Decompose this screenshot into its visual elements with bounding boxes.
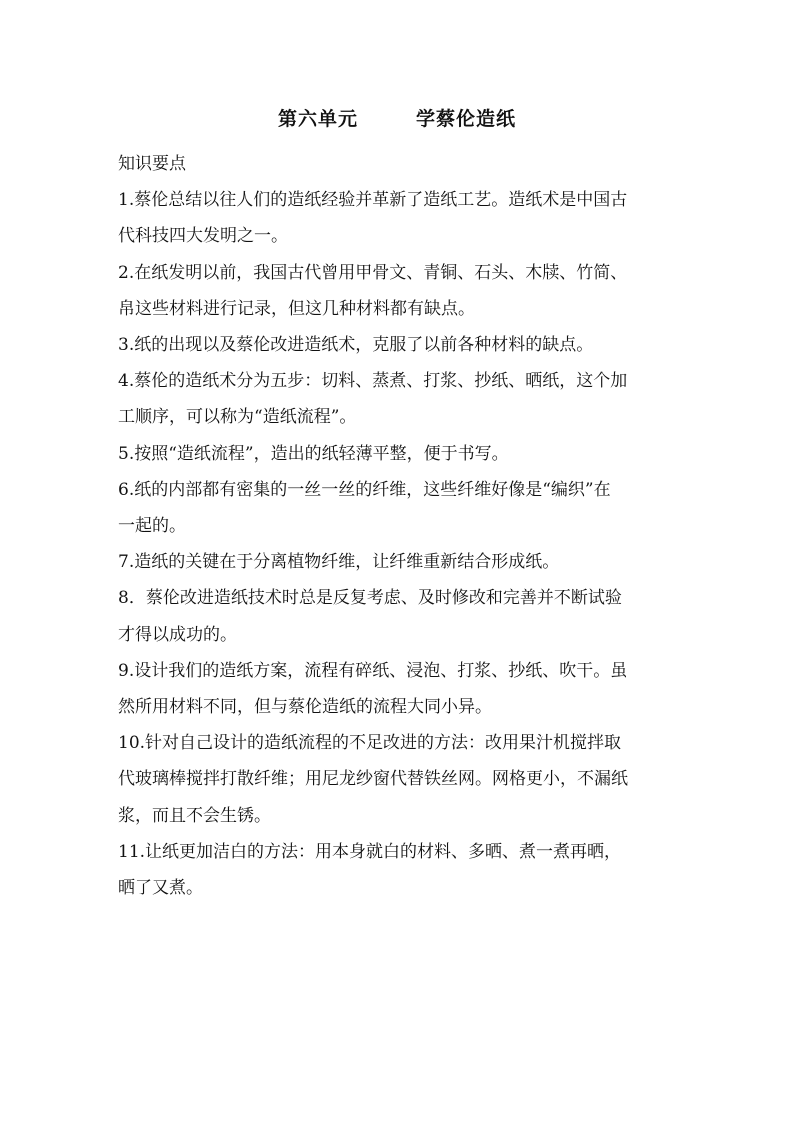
page-title — [0, 104, 794, 131]
text-line: 一起的。 — [118, 516, 186, 537]
text-line: 才得以成功的。 — [118, 624, 237, 645]
section-heading: 知识要点 — [118, 154, 186, 174]
text-line: 10.针对自己设计的造纸流程的不足改进的方法：改用果汁机搅拌取 — [118, 733, 622, 754]
text-line: 6.纸的内部都有密集的一丝一丝的纤维，这些纤维好像是“编织”在 — [118, 479, 611, 500]
text-line: 浆，而且不会生锈。 — [118, 805, 271, 826]
text-line: 工顺序，可以称为“造纸流程”。 — [118, 407, 357, 428]
text-line: 1.蔡伦总结以往人们的造纸经验并革新了造纸工艺。造纸术是中国古 — [118, 190, 628, 211]
unit-title: 第六单元 — [277, 108, 358, 130]
text-line: 代玻璃棒搅拌打散纤维；用尼龙纱窗代替铁丝网。网格更小，不漏纸 — [118, 769, 628, 790]
text-line: 11.让纸更加洁白的方法：用本身就白的材料、多晒、煮一煮再晒， — [118, 841, 622, 862]
document-body — [118, 146, 698, 906]
text-line: 晒了又煮。 — [118, 878, 203, 899]
text-line: 4.蔡伦的造纸术分为五步：切料、蒸煮、打浆、抄纸、晒纸，这个加 — [118, 371, 628, 392]
text-line: 9.设计我们的造纸方案，流程有碎纸、浸泡、打浆、抄纸、吹干。虽 — [118, 660, 628, 681]
text-line: 7.造纸的关键在于分离植物纤维，让纤维重新结合形成纸。 — [118, 552, 560, 573]
topic-title: 学蔡伦造纸 — [416, 108, 517, 130]
text-line: 5.按照“造纸流程”，造出的纸轻薄平整，便于书写。 — [118, 443, 509, 464]
text-line: 8．蔡伦改进造纸技术时总是反复考虑、及时修改和完善并不断试验 — [118, 588, 622, 609]
text-line: 3.纸的出现以及蔡伦改进造纸术，克服了以前各种材料的缺点。 — [118, 335, 594, 356]
text-line: 代科技四大发明之一。 — [118, 226, 288, 247]
text-line: 2.在纸发明以前，我国古代曾用甲骨文、青铜、石头、木牍、竹简、 — [118, 262, 628, 283]
text-line: 然所用材料不同，但与蔡伦造纸的流程大同小异。 — [118, 697, 492, 718]
text-line: 帛这些材料进行记录，但这几种材料都有缺点。 — [118, 298, 475, 319]
